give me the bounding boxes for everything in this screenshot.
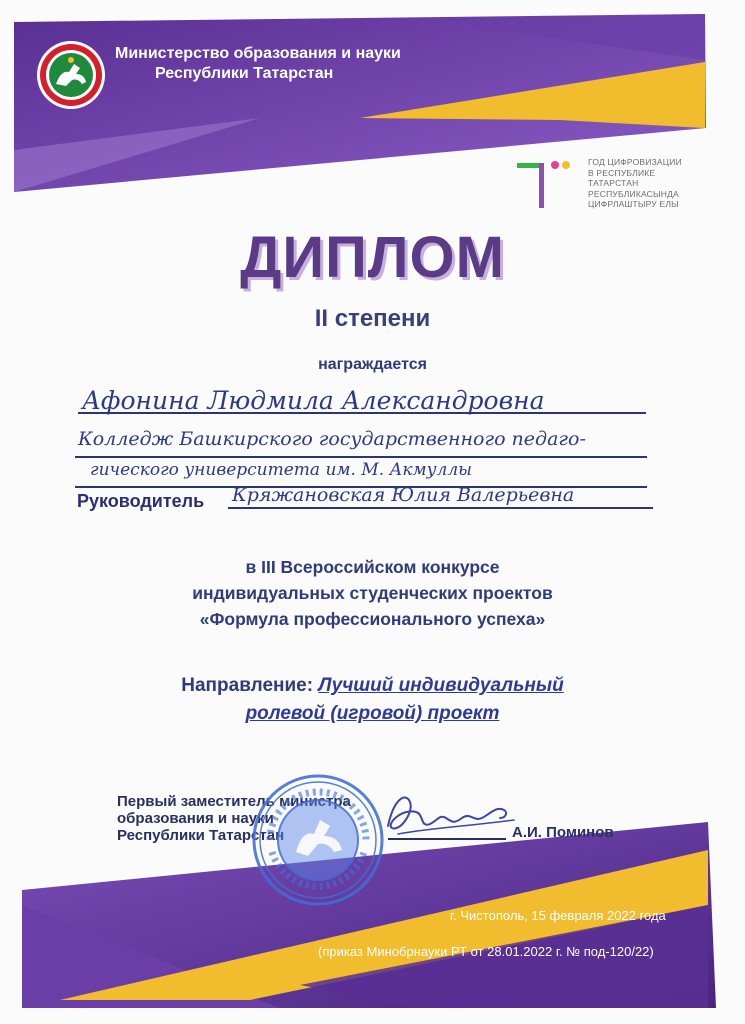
contest-line-3: «Формула профессионального успеха» — [199, 609, 546, 629]
ministry-line-2: Республики Татарстан — [155, 65, 334, 82]
leader-label: Руководитель — [77, 491, 205, 511]
year-line-2: В РЕСПУБЛИКЕ — [588, 167, 656, 178]
position-line-3: Республики Татарстан — [117, 827, 285, 844]
diploma-degree: II степени — [314, 305, 431, 332]
place-date: г. Чистополь, 15 февраля 2022 года — [450, 908, 666, 923]
diploma-title: ДИПЛОМ — [240, 225, 505, 290]
signatory-name: А.И. Поминов — [512, 824, 614, 841]
awarded-label: награждается — [318, 356, 427, 373]
official-seal-icon — [250, 772, 386, 908]
direction-label: Направление: — [181, 675, 314, 696]
ministry-line-1: Министерство образования и науки — [115, 45, 401, 62]
year-line-4: РЕСПУБЛИКАСЫНДА — [588, 188, 679, 199]
year-line-3: ТАТАРСТАН — [588, 178, 639, 188]
direction-value-line-2: ролевой (игровой) проект — [245, 703, 500, 724]
signature-icon — [380, 788, 520, 840]
order-reference: (приказ Минобрнауки РТ от 28.01.2022 г. № под-120/22) — [318, 944, 654, 959]
contest-block — [0, 554, 745, 632]
institution-rule-1 — [75, 456, 647, 458]
leader-line — [228, 507, 653, 509]
position-line-1: Первый заместитель министра — [117, 793, 351, 810]
ministry-header — [115, 44, 401, 84]
direction-block — [0, 672, 745, 728]
contest-line-2: индивидуальных студенческих проектов — [192, 583, 553, 603]
contest-line-1: в III Всероссийском конкурсе — [245, 557, 500, 577]
institution-line-1: Колледж Башкирского государственного педаго- — [78, 428, 586, 450]
direction-value-line-1: Лучший индивидуальный — [318, 675, 564, 696]
digitalization-year-text — [588, 157, 682, 210]
tatarstan-emblem-icon — [36, 40, 106, 110]
institution-line-2: гического университета им. М. Акмуллы — [90, 460, 473, 480]
recipient-name: Афонина Людмила Александровна — [82, 386, 545, 415]
year-line-1: ГОД ЦИФРОВИЗАЦИИ — [588, 157, 682, 167]
year-line-5: ЦИФРЛАШТЫРУ ЕЛЫ — [588, 199, 679, 209]
digitalization-year-logo-icon — [517, 158, 577, 210]
leader-name: Кряжановская Юлия Валерьевна — [232, 484, 575, 506]
position-line-2: образования и науки — [117, 810, 274, 827]
